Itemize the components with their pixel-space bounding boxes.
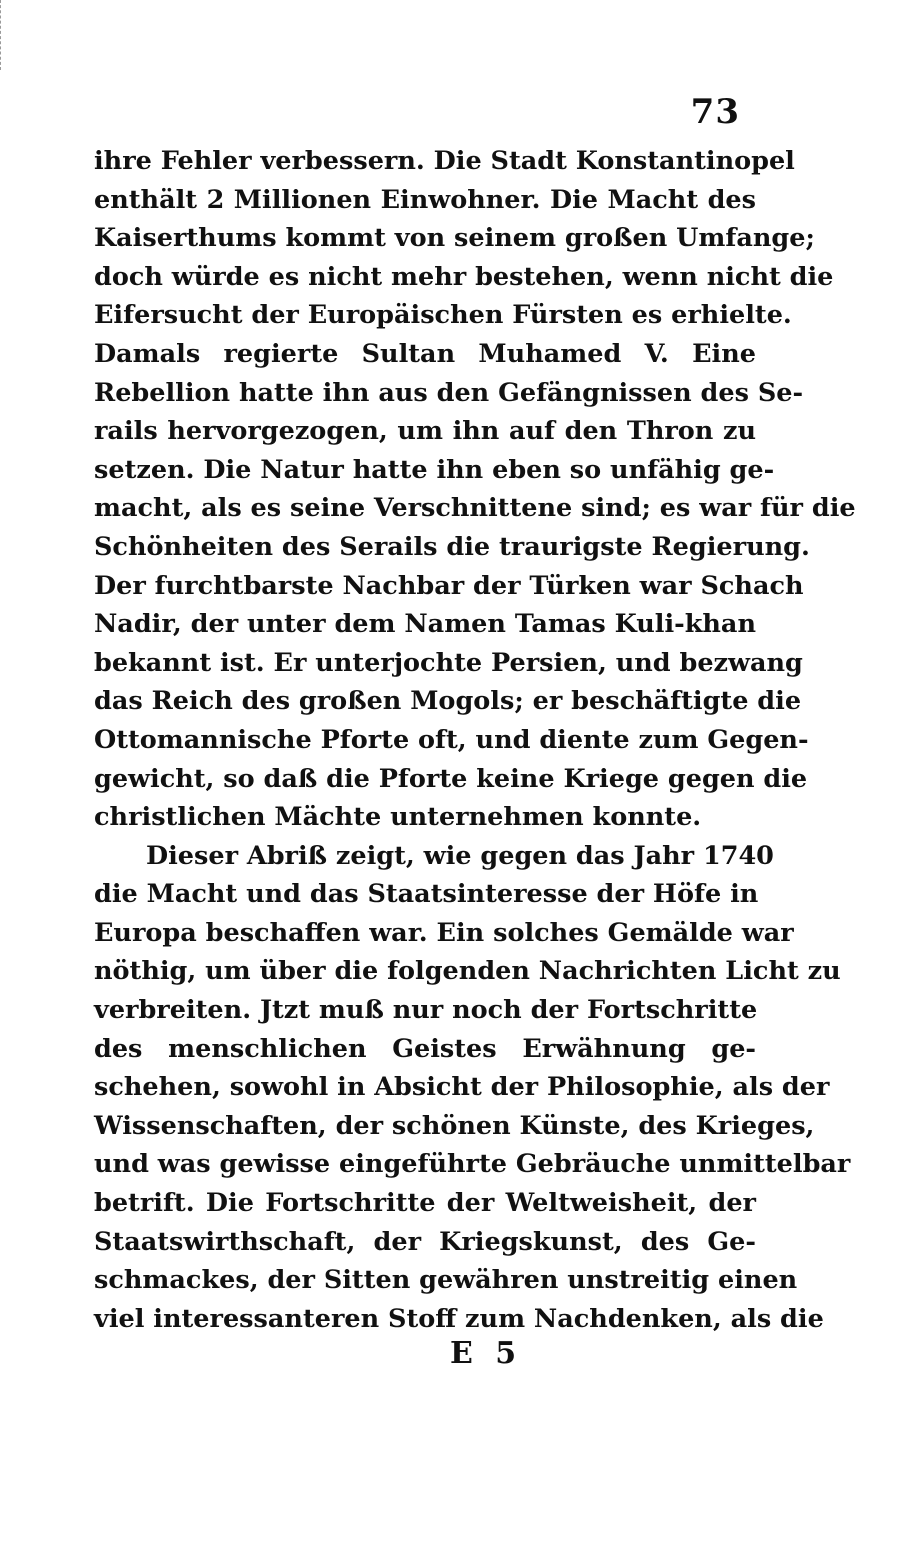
paragraph-start-line: Dieser Abriß zeigt, wie gegen das Jahr 1740 (146, 840, 774, 871)
text-line: bekannt ist. Er unterjochte Persien, und bezwang (94, 647, 803, 678)
text-line: nöthig, um über die folgenden Nachrichten Licht zu (94, 956, 841, 987)
text-line: doch würde es nicht mehr bestehen, wenn nicht die (94, 261, 834, 292)
text-line: und was gewisse eingeführte Gebräuche unmittelbar (94, 1149, 851, 1180)
paragraph-end-line: christlichen Mächte unternehmen konnte. (94, 802, 702, 833)
text-line: gewicht, so daß die Pforte keine Kriege gegen die (94, 763, 808, 794)
scan-edge-mark (0, 0, 3, 70)
text-line: Der furchtbarste Nachbar der Türken war Schach (94, 570, 804, 601)
text-line: setzen. Die Natur hatte ihn eben so unfähig ge- (94, 454, 775, 485)
text-line: Rebellion hatte ihn aus den Gefängnissen des Se- (94, 377, 804, 408)
text-line: schmackes, der Sitten gewähren unstreitig einen (94, 1265, 798, 1296)
text-line: Europa beschaffen war. Ein solches Gemälde war (94, 917, 794, 948)
body-text (94, 142, 856, 1338)
text-line: Schönheiten des Serails die traurigste Regierung. (94, 531, 810, 562)
text-line: verbreiten. Jtzt muß nur noch der Fortschritte (94, 995, 758, 1026)
text-line: Staatswirthschaft, der Kriegskunst, des Ge- (94, 1226, 756, 1257)
text-line: enthält 2 Millionen Einwohner. Die Macht des (94, 184, 756, 215)
text-line: viel interessanteren Stoff zum Nachdenken, als die (94, 1303, 824, 1334)
text-line: das Reich des großen Mogols; er beschäftigte die (94, 686, 802, 717)
text-line: ihre Fehler verbessern. Die Stadt Konstantinopel (94, 146, 795, 176)
text-line: Damals regierte Sultan Muhamed V. Eine (94, 338, 756, 369)
text-line: macht, als es seine Verschnittene sind; es war für die (94, 493, 856, 524)
text-line: Wissenschaften, der schönen Künste, des Krieges, (94, 1110, 815, 1141)
page-number: 73 (690, 92, 740, 132)
text-line: schehen, sowohl in Absicht der Philosophie, als der (94, 1072, 830, 1103)
text-line: des menschlichen Geistes Erwähnung ge- (94, 1033, 756, 1064)
text-line: Nadir, der unter dem Namen Tamas Kuli-khan (94, 609, 756, 640)
text-line: rails hervorgezogen, um ihn auf den Thron zu (94, 416, 756, 447)
signature-mark: E 5 (450, 1336, 523, 1371)
text-line: betrift. Die Fortschritte der Weltweisheit, der (94, 1188, 756, 1219)
text-line: die Macht und das Staatsinteresse der Höfe in (94, 879, 759, 910)
text-line: Eifersucht der Europäischen Fürsten es erhielte. (94, 300, 792, 331)
text-line: Ottomannische Pforte oft, und diente zum Gegen- (94, 724, 809, 755)
text-line: Kaiserthums kommt von seinem großen Umfange; (94, 223, 815, 254)
